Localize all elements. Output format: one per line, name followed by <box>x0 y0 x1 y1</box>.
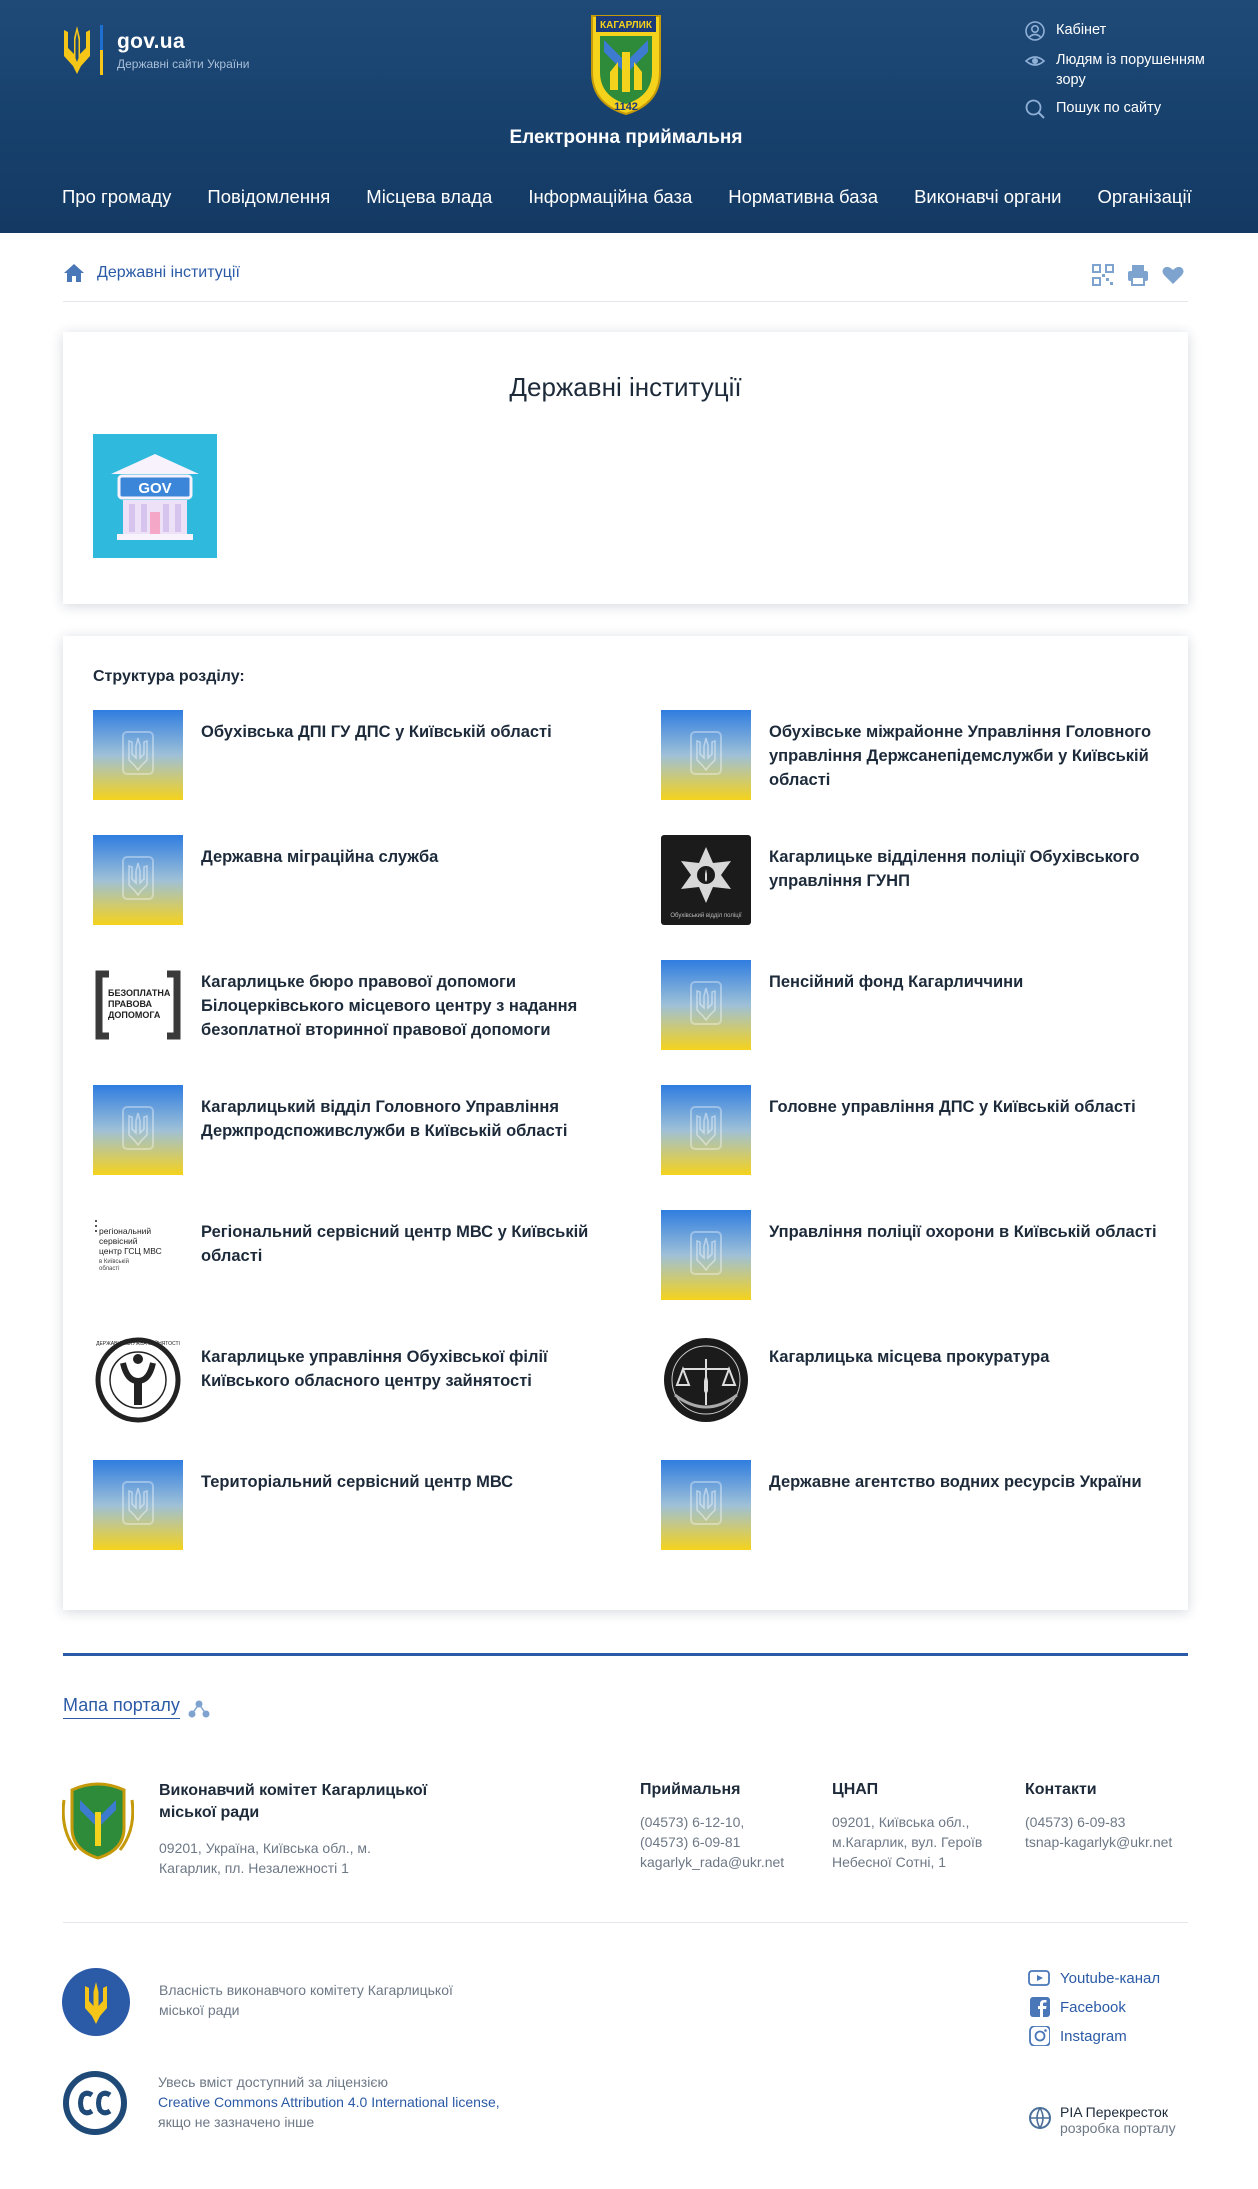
print-icon[interactable] <box>1125 262 1151 288</box>
gov-name: gov.ua <box>117 29 185 53</box>
institution-item[interactable] <box>93 1460 593 1550</box>
youtube-icon <box>1028 1968 1050 1988</box>
city-emblem[interactable] <box>588 12 664 117</box>
license-link[interactable]: Creative Commons Attribution 4.0 International license, <box>158 2094 500 2110</box>
org-title: Виконавчий комітет Кагарлицької міської ради <box>159 1782 428 1821</box>
institution-logo[interactable] <box>93 1460 183 1550</box>
institution-title[interactable]: Пенсійний фонд Кагарличчини <box>769 973 1024 991</box>
svg-text:центр ГСЦ МВС: центр ГСЦ МВС <box>99 1246 162 1256</box>
breadcrumb-current[interactable]: Державні інституції <box>97 264 240 281</box>
institution-logo[interactable] <box>661 1085 751 1175</box>
svg-text:ДЕРЖАВНА СЛУЖБА ЗАЙНЯТОСТІ: ДЕРЖАВНА СЛУЖБА ЗАЙНЯТОСТІ <box>96 1341 180 1347</box>
institution-title[interactable]: Державна міграційна служба <box>201 848 439 866</box>
gov-building-image <box>93 434 217 558</box>
institution-logo[interactable] <box>93 960 183 1050</box>
emblem-banner-text: КАГАРЛИК <box>600 20 652 31</box>
site-header <box>0 0 1258 233</box>
social-links <box>1028 1968 1160 2055</box>
svg-text:області: області <box>99 1266 120 1272</box>
nav-organizations[interactable]: Організації <box>1097 186 1192 207</box>
qr-code-icon[interactable] <box>1090 262 1116 288</box>
sitemap-icon[interactable] <box>188 1699 210 1719</box>
institution-logo[interactable] <box>93 1210 183 1300</box>
institution-logo[interactable] <box>661 1335 751 1425</box>
gov-subtitle: Державні сайти України <box>117 56 250 71</box>
institution-item[interactable] <box>93 1085 593 1175</box>
institution-logo[interactable] <box>661 1460 751 1550</box>
council-emblem-icon <box>62 1780 134 1860</box>
kagarlyk-coat-of-arms-icon <box>588 12 664 117</box>
institution-item[interactable] <box>661 1085 1161 1175</box>
cnap-line-1: 09201, Київська обл., <box>832 1814 970 1830</box>
emblem-year: 1142 <box>614 101 638 113</box>
nav-local-gov[interactable]: Місцева влада <box>366 186 493 207</box>
main-nav <box>62 186 1192 208</box>
contacts-title: Контакти <box>1025 1781 1097 1798</box>
youtube-link[interactable] <box>1028 1968 1160 1988</box>
gov-tile-text: GOV <box>138 480 172 497</box>
license-text <box>158 2072 558 2132</box>
institution-logo[interactable] <box>93 1335 183 1425</box>
footer-separator <box>63 1922 1188 1923</box>
site-title: Електронна приймальня <box>509 127 743 148</box>
structure-card <box>63 636 1188 1610</box>
institution-item[interactable] <box>93 1210 593 1300</box>
gov-ua-logo[interactable] <box>62 24 249 76</box>
search-icon <box>1024 98 1046 120</box>
reception-phone-1[interactable]: (04573) 6-12-10, <box>640 1814 745 1830</box>
search-label: Пошук по сайту <box>1056 100 1162 116</box>
nav-info-base[interactable]: Інформаційна база <box>528 186 693 207</box>
cnap-line-3: Небесної Сотні, 1 <box>832 1854 947 1870</box>
org-address: 09201, Україна, Київська обл., м. Кагарлик, пл. Незалежності 1 <box>159 1840 371 1876</box>
footer-divider <box>63 1653 1188 1656</box>
institution-logo[interactable] <box>661 835 751 925</box>
facebook-link[interactable] <box>1028 1997 1160 2017</box>
institution-logo[interactable] <box>93 710 183 800</box>
instagram-link[interactable] <box>1028 2026 1160 2046</box>
institution-item[interactable] <box>93 960 593 1050</box>
institution-title[interactable]: Обухівська ДПІ ГУ ДПС у Київській області <box>201 723 552 741</box>
contacts-phone[interactable]: (04573) 6-09-83 <box>1025 1814 1126 1830</box>
institution-title[interactable]: Кагарлицька місцева прокуратура <box>769 1348 1050 1366</box>
institution-title[interactable]: Територіальний сервісний центр МВС <box>201 1473 514 1491</box>
heart-icon[interactable] <box>1160 262 1186 288</box>
page-title: Державні інституції <box>509 372 742 402</box>
facebook-label: Facebook <box>1060 1998 1126 2016</box>
cabinet-link[interactable] <box>1024 20 1234 42</box>
sitemap-link[interactable]: Мапа порталу <box>63 1695 180 1719</box>
license-line-1: Увесь вміст доступний за ліцензією <box>158 2074 388 2090</box>
page-header-card <box>63 332 1188 604</box>
cnap-contacts <box>832 1780 1012 1872</box>
page-tools <box>1081 262 1186 288</box>
institution-title[interactable]: Кагарлицьке управління Обухівської філії Київського обласного центру зайнятості <box>201 1348 548 1390</box>
institution-item[interactable] <box>661 710 1161 800</box>
nav-executive[interactable]: Виконавчі органи <box>914 186 1062 207</box>
institution-item[interactable] <box>93 835 593 925</box>
institution-title[interactable]: Кагарлицьке бюро правової допомоги Білоцерківського місцевого центру з надання безоплатної вторинної правової допомоги <box>201 973 578 1039</box>
eye-icon <box>1024 50 1046 72</box>
facebook-icon <box>1028 1997 1050 2017</box>
creative-commons-icon[interactable] <box>62 2070 128 2136</box>
institution-item[interactable] <box>661 1460 1161 1550</box>
reception-phone-2[interactable]: (04573) 6-09-81 <box>640 1834 741 1850</box>
user-icon <box>1024 20 1046 42</box>
youtube-label: Youtube-канал <box>1060 1969 1161 1987</box>
institution-title[interactable]: Головне управління ДПС у Київській області <box>769 1098 1136 1116</box>
svg-text:в Київській: в Київській <box>99 1259 129 1265</box>
accessibility-link[interactable] <box>1024 50 1234 90</box>
cnap-title: ЦНАП <box>832 1781 879 1798</box>
reception-email[interactable]: kagarlyk_rada@ukr.net <box>640 1854 785 1870</box>
institution-logo[interactable] <box>661 1210 751 1300</box>
nav-normative-base[interactable]: Нормативна база <box>728 186 879 207</box>
svg-text:Обухівський відділ поліції: Обухівський відділ поліції <box>670 913 742 919</box>
institution-logo[interactable] <box>661 710 751 800</box>
institution-logo[interactable] <box>661 960 751 1050</box>
tryzub-icon <box>62 24 92 76</box>
contacts <box>1025 1780 1195 1852</box>
svg-text:регіональний: регіональний <box>99 1226 152 1236</box>
institution-item[interactable] <box>93 710 593 800</box>
nav-about[interactable]: Про громаду <box>62 186 172 207</box>
institution-logo[interactable] <box>93 1085 183 1175</box>
ua-flag-divider <box>100 25 103 75</box>
accessibility-label: Людям із порушенням зору <box>1056 52 1205 88</box>
svg-text:ПРАВОВА: ПРАВОВА <box>108 999 153 1009</box>
institution-item[interactable] <box>661 960 1161 1050</box>
breadcrumb <box>63 262 1188 302</box>
svg-text:ДОПОМОГА: ДОПОМОГА <box>108 1010 161 1020</box>
developer-credit[interactable] <box>1028 2104 1176 2136</box>
institution-logo[interactable] <box>93 835 183 925</box>
nav-news[interactable]: Повідомлення <box>207 186 331 207</box>
owner-text: Власність виконавчого комітету Кагарлицької міської ради <box>159 1982 453 2018</box>
institution-title[interactable]: Обухівське міжрайонне Управління Головного управління Держсанепідемслужби у Київській області <box>769 723 1152 789</box>
license-line-3: якщо не зазначено інше <box>158 2114 315 2130</box>
institution-item[interactable] <box>661 1335 1161 1425</box>
instagram-icon <box>1028 2026 1050 2046</box>
institution-item[interactable] <box>661 835 1161 925</box>
institution-title[interactable]: Кагарлицьке відділення поліції Обухівського управління ГУНП <box>769 848 1140 890</box>
developer-sub: розробка порталу <box>1060 2120 1176 2136</box>
home-icon[interactable] <box>63 262 85 284</box>
gov-building-icon <box>93 434 217 558</box>
structure-label: Структура розділу: <box>93 668 245 685</box>
reception-title: Приймальня <box>640 1781 741 1798</box>
institution-item[interactable] <box>661 1210 1161 1300</box>
cabinet-label: Кабінет <box>1056 22 1107 38</box>
institution-title[interactable]: Управління поліції охорони в Київській області <box>769 1223 1157 1241</box>
institution-title[interactable]: Державне агентство водних ресурсів України <box>769 1473 1142 1491</box>
reception-contacts <box>640 1780 815 1872</box>
globe-icon <box>1028 2106 1052 2130</box>
institution-title[interactable]: Кагарлицький відділ Головного Управління Держпродспоживслужби в Київській області <box>201 1098 568 1140</box>
top-links <box>1024 20 1234 128</box>
svg-text:БЕЗОПЛАТНА: БЕЗОПЛАТНА <box>108 988 171 998</box>
institution-title[interactable]: Регіональний сервісний центр МВС у Київській області <box>201 1223 589 1265</box>
tryzub-circle-icon <box>62 1968 130 2036</box>
developer-name: PIA Перекресток <box>1060 2104 1168 2120</box>
svg-text:сервісний: сервісний <box>99 1236 138 1246</box>
contacts-email[interactable]: tsnap-kagarlyk@ukr.net <box>1025 1834 1173 1850</box>
cnap-line-2: м.Кагарлик, вул. Героїв <box>832 1834 983 1850</box>
search-link[interactable] <box>1024 98 1234 120</box>
institution-item[interactable] <box>93 1335 593 1425</box>
instagram-label: Instagram <box>1060 2027 1127 2045</box>
